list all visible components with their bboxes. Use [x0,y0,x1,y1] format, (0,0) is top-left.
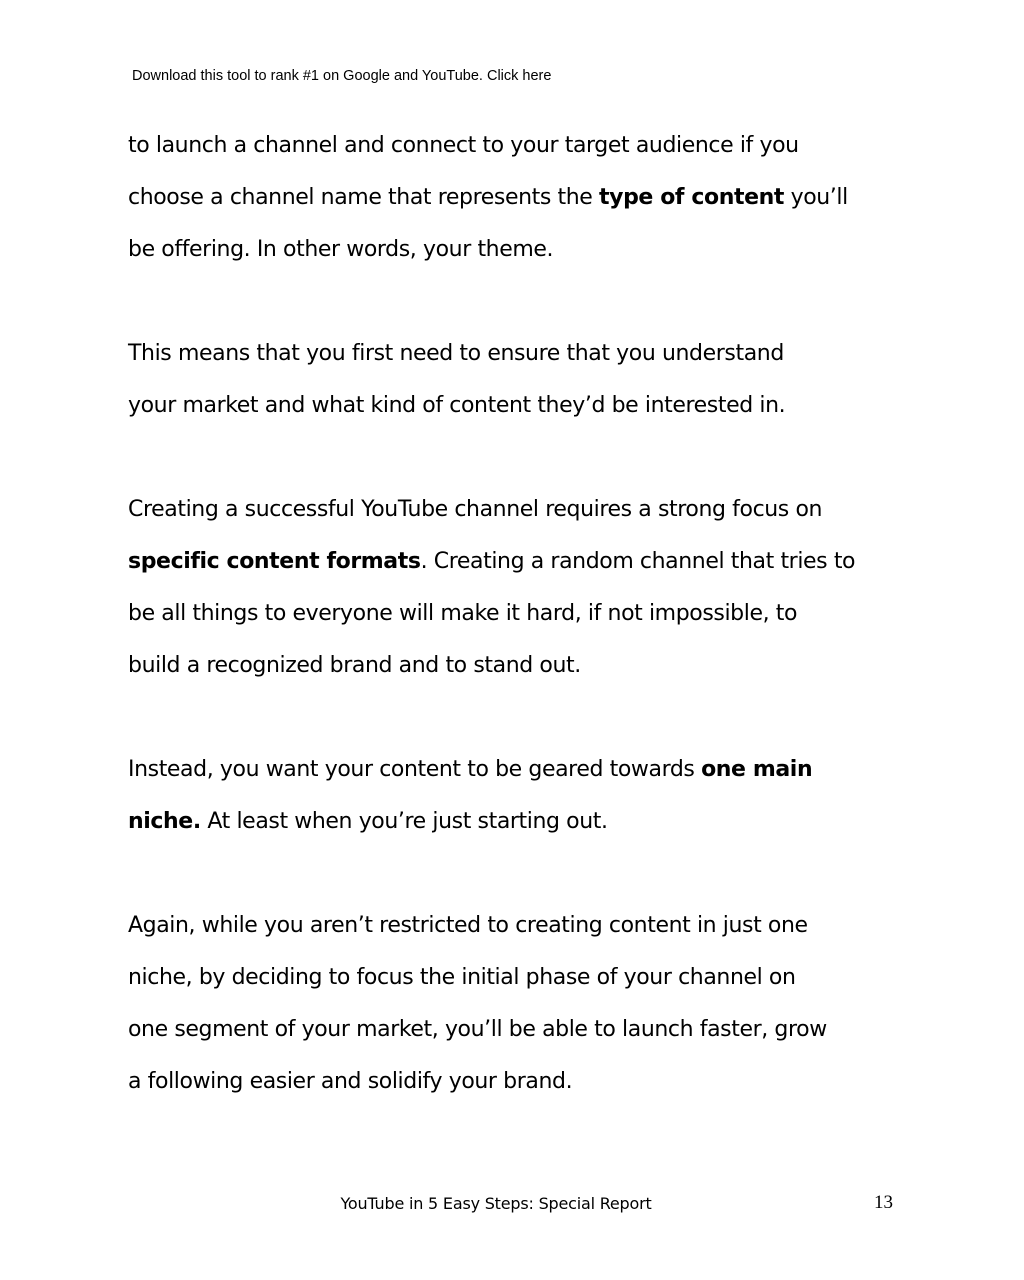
text-run: Instead, you want your content to be geared towards [128,757,702,782]
text-run: choose a channel name that represents the [128,185,600,210]
paragraph-gap [128,432,908,484]
paragraph-initial-phase [128,900,908,1108]
body-text [128,120,908,1108]
text-run: . Creating a random channel that tries to [420,549,856,574]
bold-phrase-specific-content-formats: specific content formats [128,549,421,574]
paragraph-channel-name [128,120,908,276]
text-line: This means that you first need to ensure that you understand [128,341,784,366]
text-line [128,796,908,848]
download-tool-link[interactable]: Download this tool to rank #1 on Google and YouTube. Click here [132,68,552,84]
text-run: you’ll [783,185,848,210]
bold-phrase-niche: niche. [128,809,201,834]
text-line: a following easier and solidify your brand. [128,1069,573,1094]
paragraph-gap [128,276,908,328]
paragraph-one-niche [128,744,908,848]
text-line: Again, while you aren’t restricted to creating content in just one [128,913,808,938]
text-line: to launch a channel and connect to your target audience if you [128,133,799,158]
text-line [128,172,908,224]
text-line [128,744,908,796]
footer-report-title: YouTube in 5 Easy Steps: Special Report [340,1194,652,1213]
text-line: niche, by deciding to focus the initial phase of your channel on [128,965,796,990]
bold-phrase-one-main: one main [701,757,813,782]
text-line: be all things to everyone will make it hard, if not impossible, to [128,601,798,626]
bold-phrase-type-of-content: type of content [599,185,784,210]
paragraph-understand-market [128,328,908,432]
text-line: one segment of your market, you’ll be able to launch faster, grow [128,1017,827,1042]
text-line: be offering. In other words, your theme. [128,237,554,262]
text-line: build a recognized brand and to stand out. [128,653,581,678]
paragraph-gap [128,848,908,900]
text-line: Creating a successful YouTube channel requires a strong focus on [128,497,823,522]
text-line [128,536,908,588]
paragraph-gap [128,692,908,744]
text-line: your market and what kind of content they’d be interested in. [128,393,786,418]
paragraph-content-focus [128,484,908,692]
text-run: At least when you’re just starting out. [200,809,608,834]
page-number: 13 [874,1192,893,1213]
